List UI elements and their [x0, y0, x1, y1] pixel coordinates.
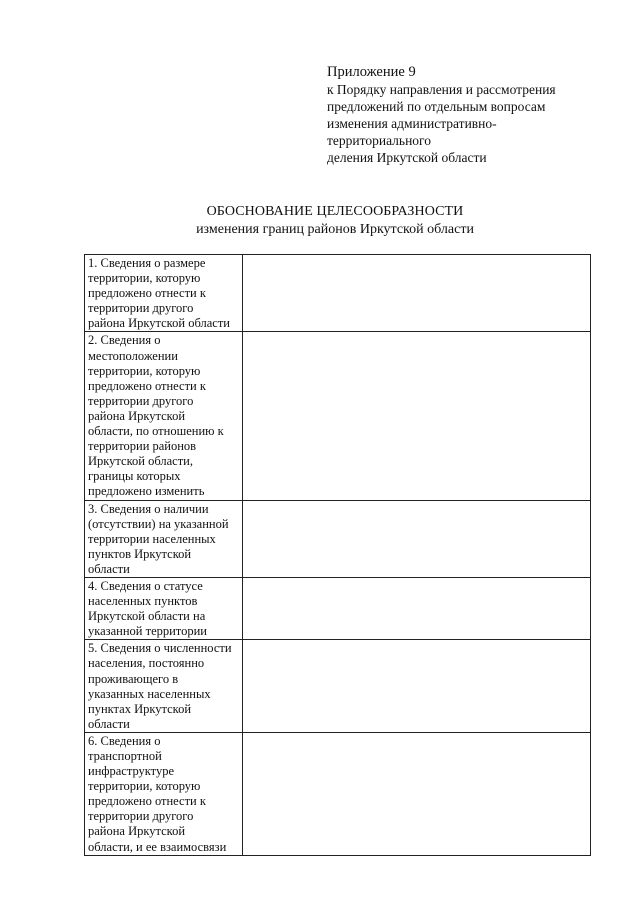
row-label: 4. Сведения о статусе населенных пунктов Иркутской области на указанной территории: [88, 578, 207, 639]
row-value-cell[interactable]: [243, 500, 591, 577]
row-label: 3. Сведения о наличии (отсутствии) на указанной территории населенных пунктов Иркутской области: [88, 501, 229, 576]
row-value-cell[interactable]: [243, 255, 591, 332]
row-label: 5. Сведения о численности населения, постоянно проживающего в указанных населенных пунктах Иркутской области: [88, 641, 232, 731]
appendix-reference-line: деления Иркутской области: [327, 150, 487, 165]
table-row: [85, 577, 591, 639]
table-row: [85, 500, 591, 577]
table-row: [85, 640, 591, 733]
row-label-cell: [85, 577, 243, 639]
appendix-title: Приложение 9: [327, 64, 416, 80]
justification-form-table: [84, 254, 591, 856]
row-label-cell: [85, 640, 243, 733]
appendix-reference-line: предложений по отдельным вопросам: [327, 99, 546, 114]
row-value-cell[interactable]: [243, 732, 591, 855]
row-value-cell[interactable]: [243, 577, 591, 639]
table-row: [85, 255, 591, 332]
row-value-cell[interactable]: [243, 332, 591, 500]
appendix-reference-line: к Порядку направления и рассмотрения: [327, 82, 556, 97]
row-label: 2. Сведения о местоположении территории, которую предложено отнести к территории другого района Иркутской области, по отношению к территории районов Иркутской области, границы которых предложено изменить: [88, 333, 224, 499]
row-label-cell: [85, 255, 243, 332]
document-title: ОБОСНОВАНИЕ ЦЕЛЕСООБРАЗНОСТИ: [206, 204, 464, 219]
row-label-cell: [85, 732, 243, 855]
row-value-cell[interactable]: [243, 640, 591, 733]
appendix-reference-line: территориального: [327, 133, 431, 148]
row-label-cell: [85, 500, 243, 577]
table-row: [85, 732, 591, 855]
table-row: [85, 332, 591, 500]
appendix-reference-line: изменения административно-: [327, 116, 497, 131]
row-label: 1. Сведения о размере территории, которую предложено отнести к территории другого района Иркутской области: [88, 256, 230, 331]
appendix-header: [327, 64, 627, 166]
document-subtitle: изменения границ районов Иркутской области: [196, 222, 474, 237]
row-label-cell: [85, 332, 243, 500]
row-label: 6. Сведения о транспортной инфраструктуре территории, которую предложено отнести к территории другого района Иркутской области, и ее взаимосвязи: [88, 733, 227, 854]
